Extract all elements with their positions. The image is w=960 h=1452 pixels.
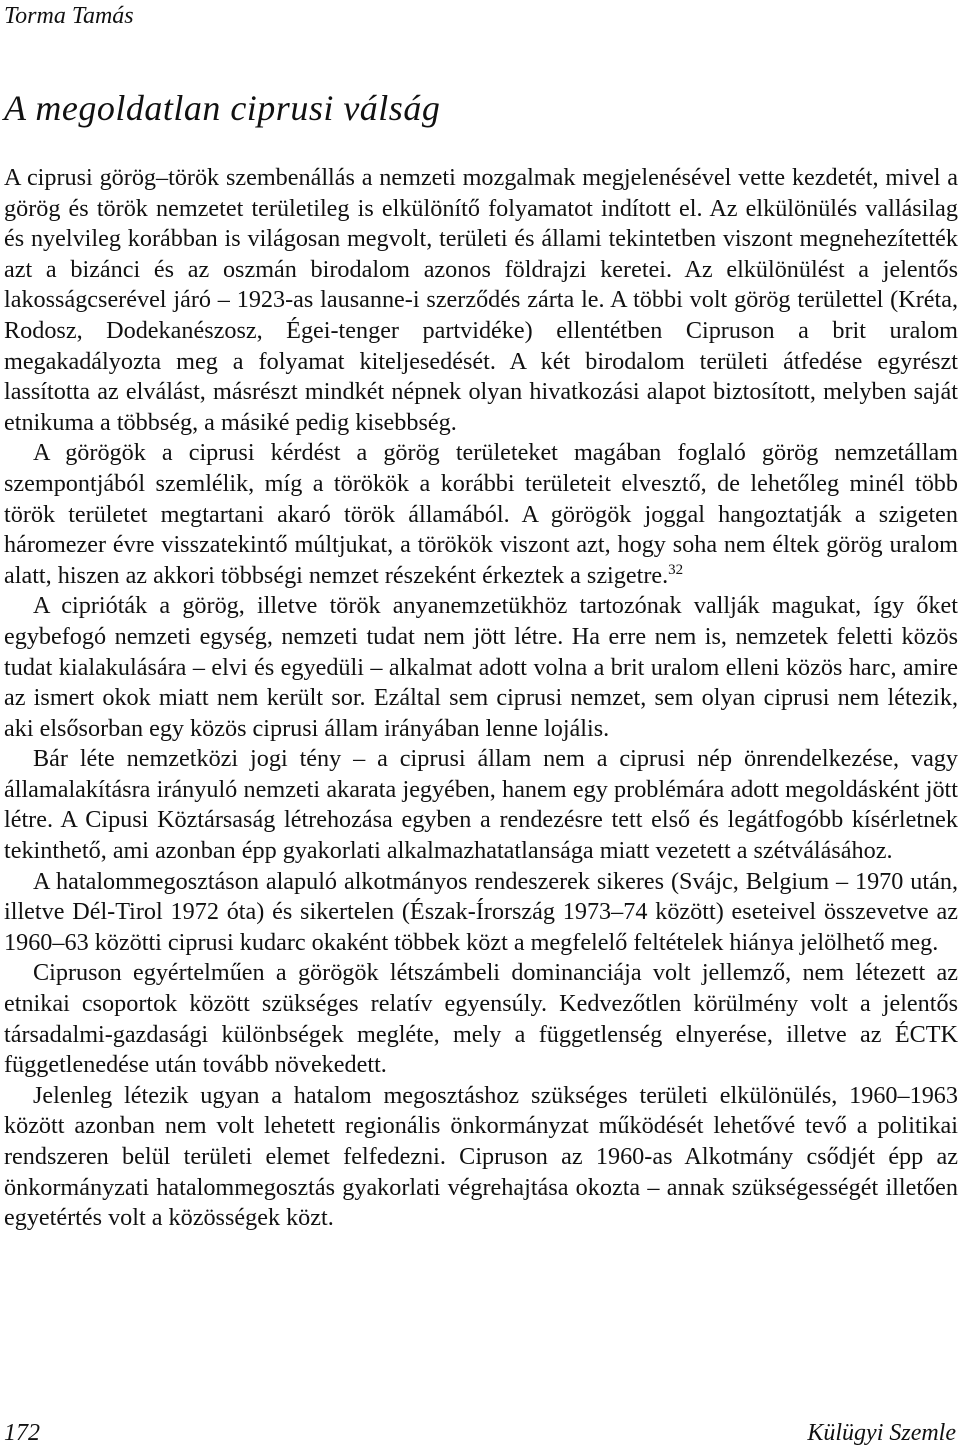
running-head-author: Torma Tamás (4, 3, 134, 29)
paragraph-4: Bár léte nemzetközi jogi tény – a ciprusi állam nem a ciprusi nép önrendelkezése, vagy államalakításra irányuló nemzeti akarata jegyében, hanem egy problémára adott megoldásként jött létre. A Cipusi Köztársaság létrehozása egyben a rendezésre tett első és legátfogóbb kísérletnek tekinthető, ami azonban épp gyakorlati alkalmazhatatlansága miatt vezetett a szétválásához. (4, 745, 958, 865)
paragraph-2 (4, 438, 958, 591)
journal-name: Külügyi Szemle (807, 1420, 956, 1446)
paragraph-2-text: A görögök a ciprusi kérdést a görög területeket magában foglaló görög nemzetállam szempontjából szemlélik, míg a törökök a korábbi területeit elvesztő, de lehetőleg minél több török területet megtartani akaró török államából. A görögök joggal hangoztatják a szigeten háromezer évre visszatekintő múltjukat, a törökök viszont azt, hogy soha nem éltek görög uralom alatt, hiszen az akkori többségi nemzet részeként érkeztek a szigetre. (4, 439, 958, 589)
paragraph-3: A ciprióták a görög, illetve török anyanemzetükhöz tartozónak vallják magukat, így őket egybefogó nemzeti egység, nemzeti tudat nem jött létre. Ha erre nem is, nemzetek feletti közös tudat kialakulására – elvi és egyedüli – alkalmat adott volna a brit uralom elleni közös harc, amire az ismert okok miatt nem került sor. Ezáltal sem ciprusi nemzet, sem olyan ciprusi nem létezik, aki elsősorban egy közös ciprusi állam irányában lenne lojális. (4, 592, 958, 742)
paragraph-6: Cipruson egyértelműen a görögök létszámbeli dominanciája volt jellemző, nem létezett az etnikai csoportok között szükséges relatív egyensúly. Kedvezőtlen körülmény volt a jelentős társadalmi-gazdasági különbségek megléte, mely a függetlenség elnyerése, illetve az ÉCTK függetlenedése után tovább növekedett. (4, 959, 958, 1079)
paragraph-5: A hatalommegosztáson alapuló alkotmányos rendeszerek sikeres (Svájc, Belgium – 1970 után, illetve Dél-Tirol 1972 óta) és sikertelen (Észak-Írország 1973–74 között) eseteivel összevetve az 1960–63 közötti ciprusi kudarc okaként többek közt a megfelelő feltételek hiánya jelölhető meg. (4, 867, 958, 956)
footnote-reference[interactable]: 32 (668, 561, 684, 578)
page-number: 172 (4, 1420, 40, 1446)
article-title: A megoldatlan ciprusi válság (4, 88, 441, 128)
paragraph-1: A ciprusi görög–török szembenállás a nemzeti mozgalmak megjelenésével vette kezdetét, mivel a görög és török nemzetet területileg is elkülönítő folyamatot indított el. Az elkülönülés vallásilag és nyelvileg korábban is világosan megvolt, területi és állami tekintetben viszont megnehezítették azt a bizánci és az oszmán birodalom azonos földrajzi keretei. Az elkülönülést a jelentős lakosságcserével járó – 1923-as lausanne-i szerződés zárta le. A többi volt görög területtel (Kréta, Rodosz, Dodekanészosz, Égei-tenger partvidéke) ellentétben Cipruson a brit uralom megakadályozta meg a folyamat kiteljesedését. A két birodalom területi átfedése egyrészt lassította az elválást, másrészt mindkét népnek olyan hivatkozási alapot biztosított, melyben saját etnikuma a többség, a másiké pedig kisebbség. (4, 164, 958, 436)
article-body (4, 163, 958, 1234)
paragraph-7: Jelenleg létezik ugyan a hatalom megosztáshoz szükséges területi elkülönülés, 1960–1963 között azonban nem volt lehetett regionális önkormányzat működését lehetővé tevő a politikai rendszeren belül területi elemet felfedezni. Cipruson az 1960-as Alkotmány csődjét épp az önkormányzati hatalommegosztás gyakorlati végrehajtása okozta – annak szükségességét illetően egyetértés volt a közösségek közt. (4, 1081, 958, 1232)
